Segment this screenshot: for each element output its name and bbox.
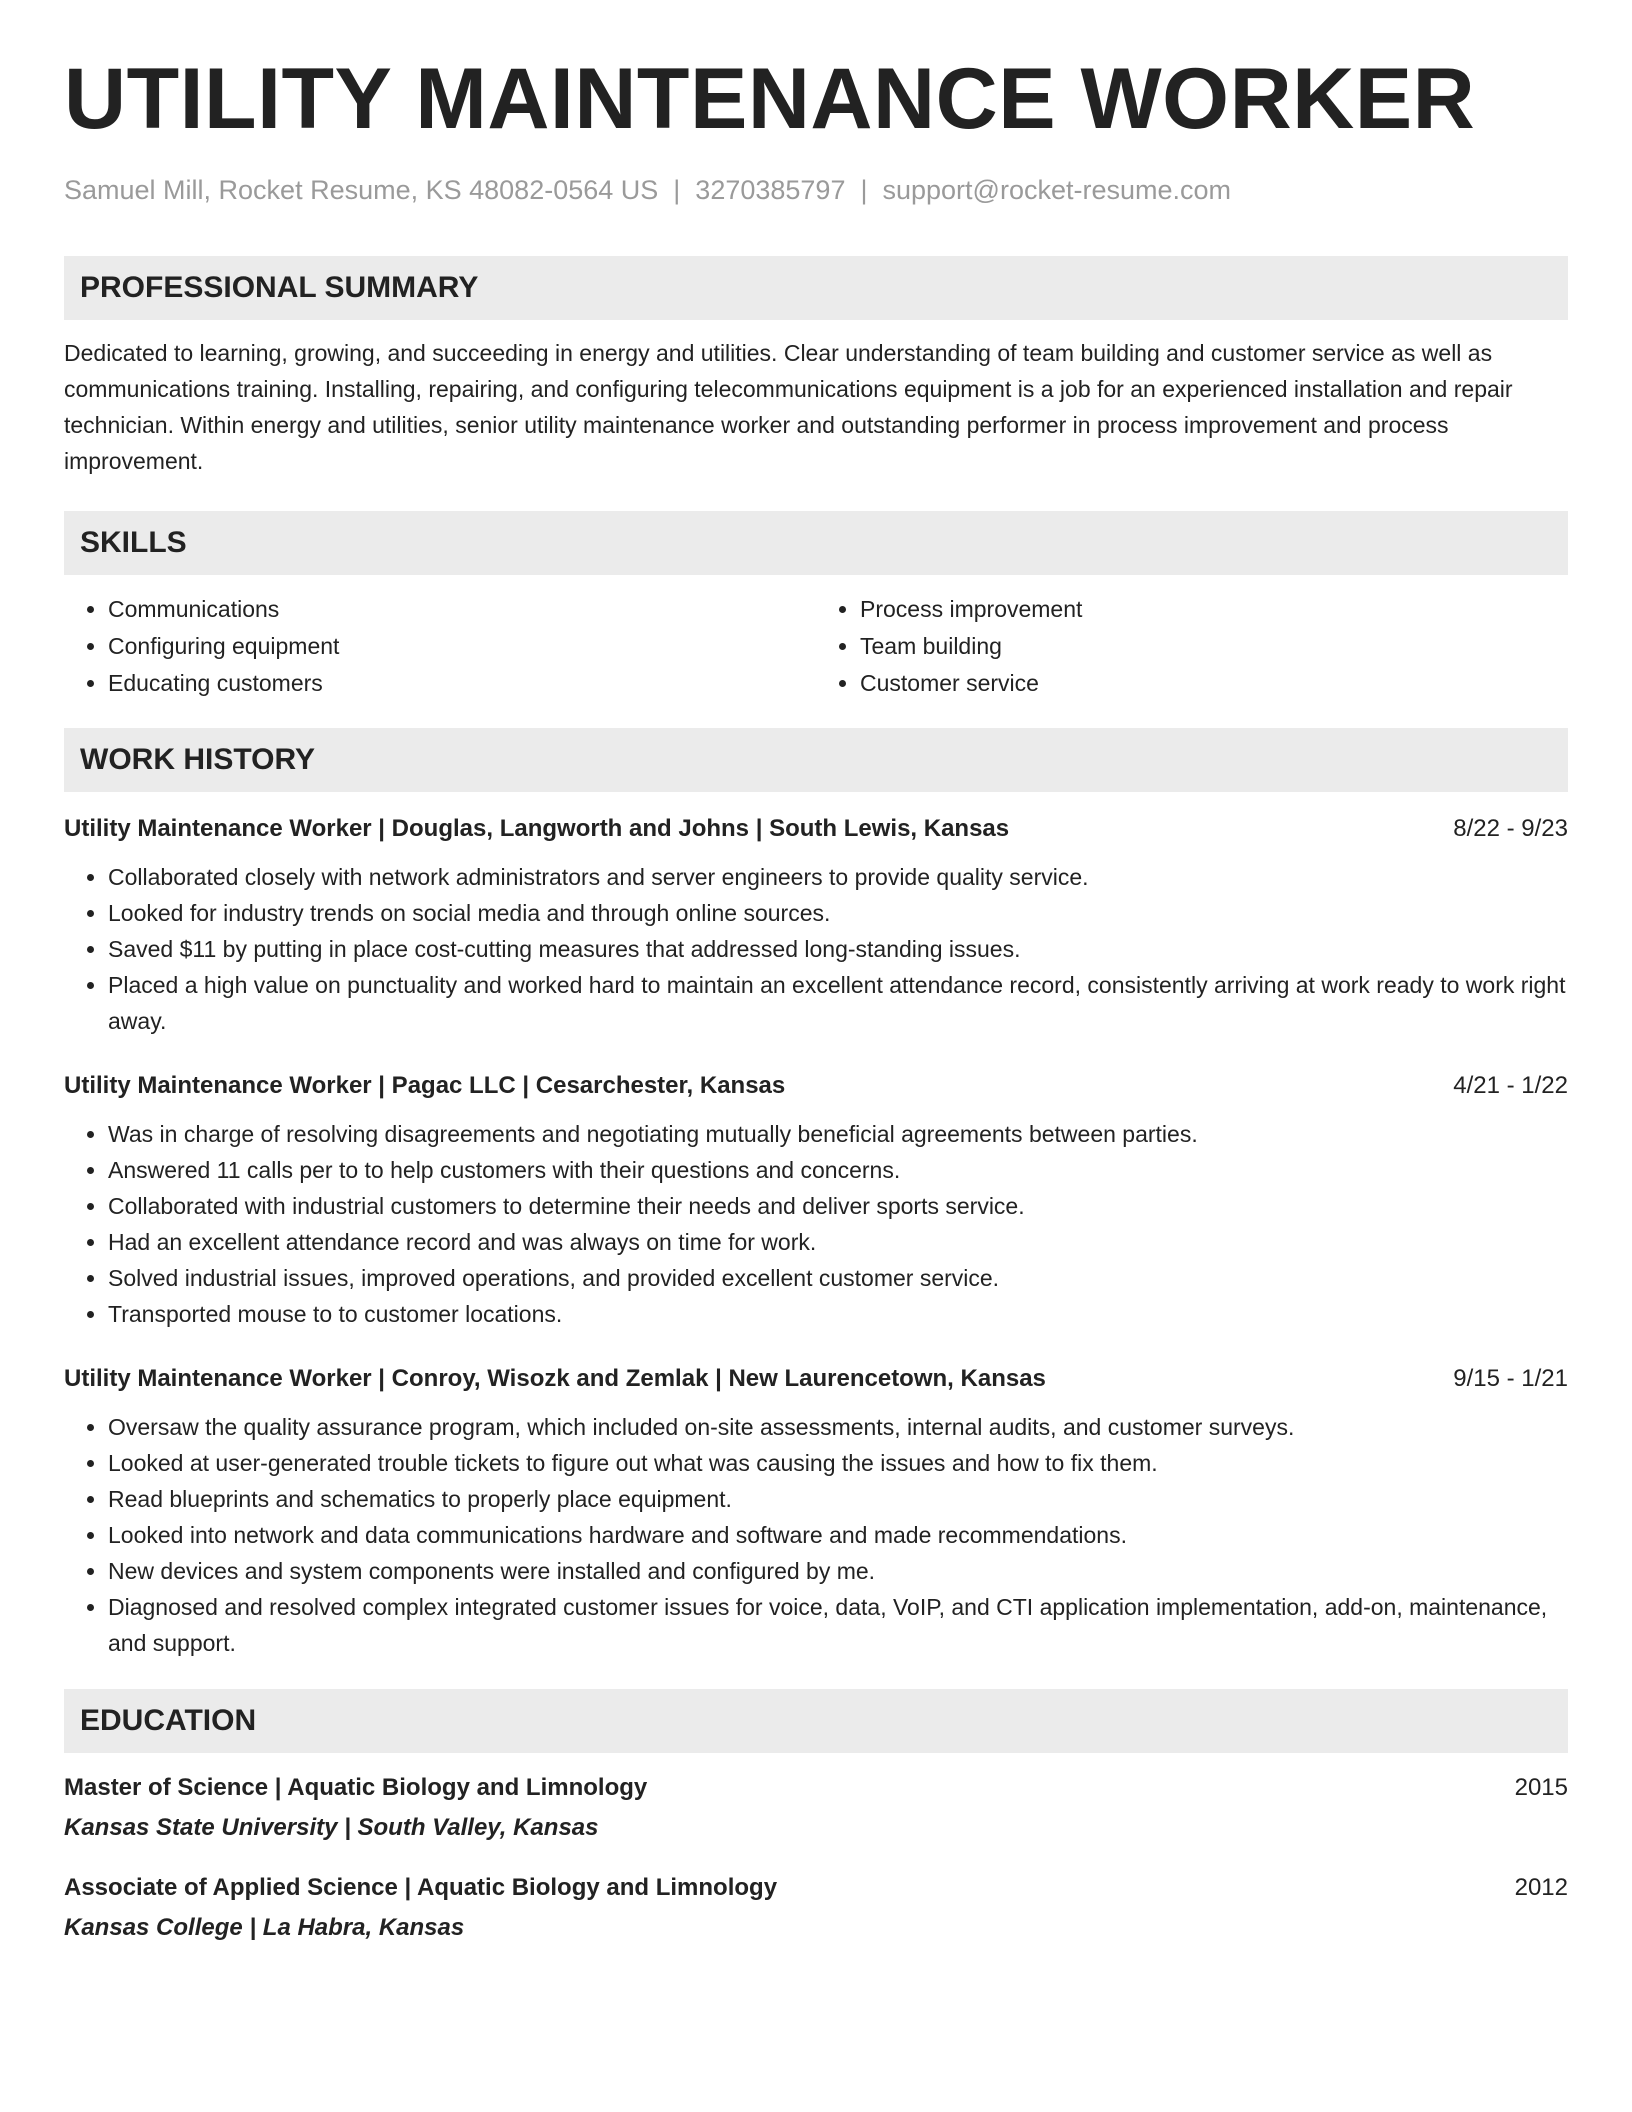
job-dates: 4/21 - 1/22	[1453, 1072, 1568, 1100]
education-heading: EDUCATION	[64, 1689, 1568, 1753]
education-school: Kansas State University | South Valley, Kansas	[64, 1814, 599, 1842]
education-year: 2015	[1514, 1774, 1568, 1802]
job-bullets	[64, 1409, 1568, 1661]
contact-separator: |	[673, 175, 681, 205]
job-entry	[64, 812, 1568, 1039]
summary-text: Dedicated to learning, growing, and succeeding in energy and utilities. Clear understanding of team building and customer service as well as communications training. Installing, repairing, and configuring telecommunications equipment is a job for an experienced installation and repair technician. Within energy and utilities, senior utility maintenance worker and outstanding performer in process improvement and process improvement.	[64, 340, 1513, 475]
contact-address: Samuel Mill, Rocket Resume, KS 48082-0564 US	[64, 175, 659, 205]
education-degree: Master of Science | Aquatic Biology and Limnology	[64, 1774, 648, 1802]
skills-list	[64, 591, 1568, 702]
job-bullet: • Transported mouse to to customer locations.	[108, 1296, 1568, 1332]
job-bullet: • Solved industrial issues, improved operations, and provided excellent customer service.	[108, 1260, 1568, 1296]
education-school: Kansas College | La Habra, Kansas	[64, 1914, 465, 1942]
contact-email: support@rocket-resume.com	[882, 175, 1232, 205]
job-bullet: • Placed a high value on punctuality and worked hard to maintain an excellent attendance record, consistently arriving at work ready to work right away.	[108, 967, 1568, 1039]
job-dates: 8/22 - 9/23	[1453, 815, 1568, 843]
job-title: Utility Maintenance Worker | Conroy, Wisozk and Zemlak | New Laurencetown, Kansas	[64, 1365, 1046, 1393]
job-bullet: • Collaborated closely with network administrators and server engineers to provide quality service.	[108, 859, 1568, 895]
education-degree: Associate of Applied Science | Aquatic Biology and Limnology	[64, 1874, 778, 1902]
work-history-heading: WORK HISTORY	[64, 728, 1568, 792]
skill-item: • Process improvement	[860, 591, 1568, 628]
education-entry	[64, 1771, 1568, 1845]
job-bullet: • Answered 11 calls per to to help customers with their questions and concerns.	[108, 1152, 1568, 1188]
job-header	[64, 812, 1568, 846]
job-bullet: • Saved $11 by putting in place cost-cutting measures that addressed long-standing issues.	[108, 931, 1568, 967]
job-bullets	[64, 859, 1568, 1039]
job-bullet: • Oversaw the quality assurance program, which included on-site assessments, internal audits, and customer surveys.	[108, 1409, 1568, 1445]
job-bullets	[64, 1116, 1568, 1332]
skill-item: • Educating customers	[108, 665, 816, 702]
candidate-name: UTILITY MAINTENANCE WORKER	[64, 51, 1476, 147]
job-bullet: • Diagnosed and resolved complex integrated customer issues for voice, data, VoIP, and CTI application implementation, add-on, maintenance, and support.	[108, 1589, 1568, 1661]
job-bullet: • Had an excellent attendance record and was always on time for work.	[108, 1224, 1568, 1260]
contact-separator: |	[860, 175, 868, 205]
education-header	[64, 1771, 1568, 1805]
job-bullet: • Looked into network and data communications hardware and software and made recommendations.	[108, 1517, 1568, 1553]
job-header	[64, 1362, 1568, 1396]
job-bullet: • Collaborated with industrial customers to determine their needs and deliver sports service.	[108, 1188, 1568, 1224]
contact-phone: 3270385797	[695, 175, 846, 205]
job-entry	[64, 1362, 1568, 1661]
job-bullet: • Was in charge of resolving disagreements and negotiating mutually beneficial agreements between parties.	[108, 1116, 1568, 1152]
job-bullet: • Looked at user-generated trouble tickets to figure out what was causing the issues and how to fix them.	[108, 1445, 1568, 1481]
job-bullet: • New devices and system components were installed and configured by me.	[108, 1553, 1568, 1589]
job-bullet: • Looked for industry trends on social media and through online sources.	[108, 895, 1568, 931]
job-header	[64, 1069, 1568, 1103]
job-title: Utility Maintenance Worker | Pagac LLC | Cesarchester, Kansas	[64, 1072, 786, 1100]
skill-item: • Customer service	[860, 665, 1568, 702]
skill-item: • Communications	[108, 591, 816, 628]
skills-column-right	[816, 591, 1568, 702]
skills-heading: SKILLS	[64, 511, 1568, 575]
education-entry	[64, 1871, 1568, 1945]
contact-line	[64, 174, 1568, 206]
job-title: Utility Maintenance Worker | Douglas, Langworth and Johns | South Lewis, Kansas	[64, 815, 1010, 843]
job-dates: 9/15 - 1/21	[1453, 1365, 1568, 1393]
job-entry	[64, 1069, 1568, 1332]
skill-item: • Configuring equipment	[108, 628, 816, 665]
job-bullet: • Read blueprints and schematics to properly place equipment.	[108, 1481, 1568, 1517]
education-header	[64, 1871, 1568, 1905]
skills-column-left	[64, 591, 816, 702]
skill-item: • Team building	[860, 628, 1568, 665]
education-year: 2012	[1514, 1874, 1568, 1902]
summary-heading: PROFESSIONAL SUMMARY	[64, 256, 1568, 320]
